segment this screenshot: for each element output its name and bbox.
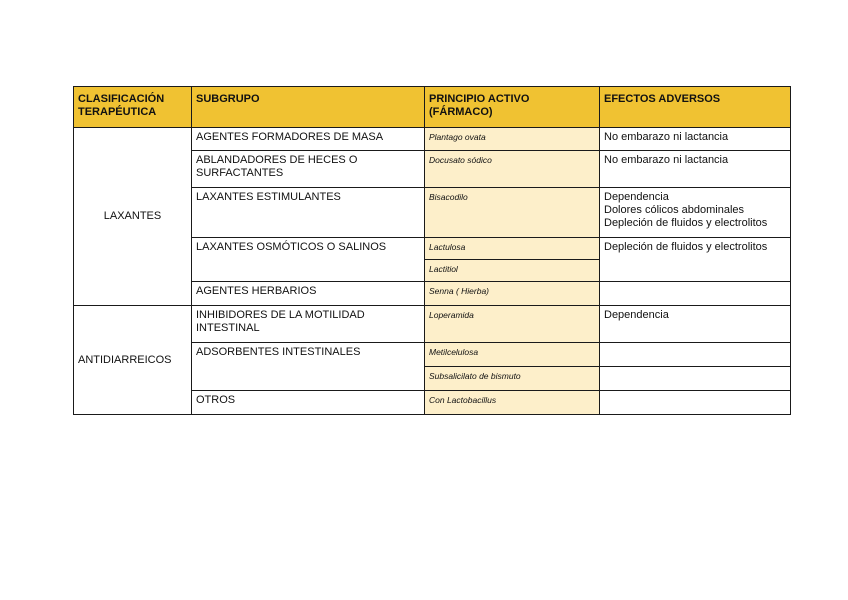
table-row [74,128,791,151]
effect-line: No embarazo ni lactancia [604,154,729,166]
subgroup-cell: LAXANTES OSMÓTICOS O SALINOS [192,238,425,282]
effect-line: Depleción de fluidos y electrolitos [604,241,768,253]
effects-cell [600,367,791,391]
table-row [74,306,791,343]
subgroup-cell: INHIBIDORES DE LA MOTILIDAD INTESTINAL [192,306,425,343]
drug-cell: Metilcelulosa [425,343,600,367]
effect-line: Dolores cólicos abdominales [604,204,745,216]
drug-cell: Subsalicilato de bismuto [425,367,600,391]
subgroup-cell: OTROS [192,391,425,415]
subgroup-cell: AGENTES HERBARIOS [192,282,425,306]
effects-cell [600,151,791,188]
header-row [74,87,791,128]
drug-cell: Lactulosa [425,238,600,260]
drug-cell: Con Lactobacillus [425,391,600,415]
effect-line: No embarazo ni lactancia [604,131,729,143]
effects-cell [600,306,791,343]
drug-cell: Plantago ovata [425,128,600,151]
effects-cell [600,282,791,306]
group-antidiarreicos: ANTIDIARREICOS [74,306,192,415]
drug-cell: Loperamida [425,306,600,343]
effects-cell [600,238,791,282]
subgroup-cell: ABLANDADORES DE HECES O SURFACTANTES [192,151,425,188]
header-clasificacion: CLASIFICACIÓN TERAPÉUTICA [74,87,192,128]
drug-cell: Docusato sódico [425,151,600,188]
drug-cell: Senna ( Hierba) [425,282,600,306]
header-subgrupo: SUBGRUPO [192,87,425,128]
effects-cell [600,343,791,367]
group-laxantes: LAXANTES [74,128,192,306]
effect-line: Dependencia [604,191,669,203]
drug-cell: Lactitiol [425,260,600,282]
effects-cell [600,128,791,151]
effects-cell [600,391,791,415]
effects-cell [600,188,791,238]
effect-line: Depleción de fluidos y electrolitos [604,217,768,229]
subgroup-cell: LAXANTES ESTIMULANTES [192,188,425,238]
drug-cell: Bisacodilo [425,188,600,238]
header-efectos-adversos: EFECTOS ADVERSOS [600,87,791,128]
subgroup-cell: ADSORBENTES INTESTINALES [192,343,425,391]
effect-line: Dependencia [604,309,669,321]
drug-classification-table [73,86,791,415]
subgroup-cell: AGENTES FORMADORES DE MASA [192,128,425,151]
header-principio-activo: PRINCIPIO ACTIVO (FÁRMACO) [425,87,600,128]
